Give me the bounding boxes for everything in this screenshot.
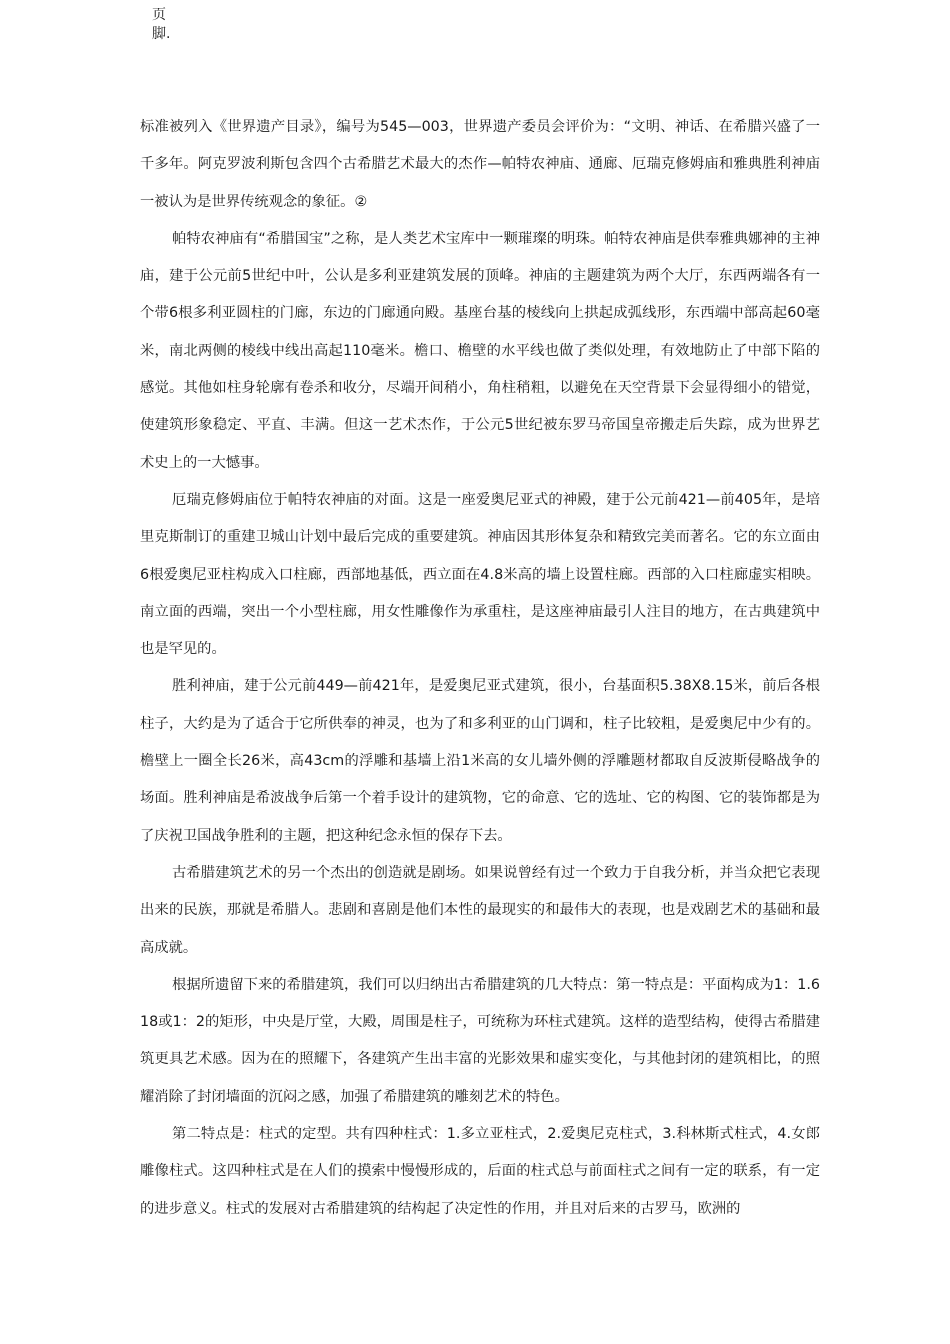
header-line-2: 脚. [152,26,171,42]
paragraph-3: 厄瑞克修姆庙位于帕特农神庙的对面。这是一座爱奥尼亚式的神殿，建于公元前421—前405年，是培里克斯制订的重建卫城山计划中最后完成的重要建筑。神庙因其形体复杂和精致完美而著名。它的东立面由6根爱奥尼亚柱构成入口柱廊，西部地基低，西立面在4.8米高的墙上设置柱廊。西部的入口柱廊虚实相映。南立面的西端，突出一个小型柱廊，用女性雕像作为承重柱，是这座神庙最引人注目的地方，在古典建筑中也是罕见的。 [140,491,820,658]
page-header [152,6,192,44]
header-line-1: 页 [152,7,166,23]
paragraph-2: 帕特农神庙有“希腊国宝”之称，是人类艺术宝库中一颗璀璨的明珠。帕特农神庙是供奉雅典娜神的主神庙，建于公元前5世纪中叶，公认是多利亚建筑发展的顶峰。神庙的主题建筑为两个大厅，东西两端各有一个带6根多利亚圆柱的门廊，东边的门廊通向殿。基座台基的棱线向上拱起成弧线形，东西端中部高起60毫米，南北两侧的棱线中线出高起110毫米。檐口、檐壁的水平线也做了类似处理，有效地防止了中部下陷的感觉。其他如柱身轮廓有卷杀和收分，尽端开间稍小，角柱稍粗，以避免在天空背景下会显得细小的错觉，使建筑形象稳定、平直、丰满。但这一艺术杰作，于公元5世纪被东罗马帝国皇帝搬走后失踪，成为世界艺术史上的一大憾事。 [140,230,820,471]
paragraph-7: 第二特点是：柱式的定型。共有四种柱式：1.多立亚柱式，2.爱奥尼克柱式，3.科林斯式柱式，4.女郎雕像柱式。这四种柱式是在人们的摸索中慢慢形成的，后面的柱式总与前面柱式之间有一定的联系，有一定的进步意义。柱式的发展对古希腊建筑的结构起了决定性的作用，并且对后来的古罗马，欧洲的 [140,1126,820,1217]
paragraph-5: 古希腊建筑艺术的另一个杰出的创造就是剧场。如果说曾经有过一个致力于自我分析，并当众把它表现出来的民族，那就是希腊人。悲剧和喜剧是他们本性的最现实的和最伟大的表现，也是戏剧艺术的基础和最高成就。 [140,864,820,956]
document-body [140,109,820,1228]
paragraph-1: 标准被列入《世界遗产目录》，编号为545—003，世界遗产委员会评价为：“文明、神话、在希腊兴盛了一千多年。阿克罗波利斯包含四个古希腊艺术最大的杰作—帕特农神庙、通廊、厄瑞克修姆庙和雅典胜利神庙一被认为是世界传统观念的象征。② [140,119,820,210]
paragraph-6: 根据所遗留下来的希腊建筑，我们可以归纳出古希腊建筑的几大特点：第一特点是：平面构成为1：1.618或1：2的矩形，中央是厅堂，大殿，周围是柱子，可统称为环柱式建筑。这样的造型结构，使得古希腊建筑更具艺术感。因为在的照耀下，各建筑产生出丰富的光影效果和虚实变化，与其他封闭的建筑相比，的照耀消除了封闭墙面的沉闷之感，加强了希腊建筑的雕刻艺术的特色。 [140,976,820,1105]
paragraph-4: 胜利神庙，建于公元前449—前421年，是爱奥尼亚式建筑，很小，台基面积5.38X8.15米，前后各根柱子，大约是为了适合于它所供奉的神灵，也为了和多利亚的山门调和，柱子比较粗，是爱奥尼中少有的。檐壁上一圈全长26米，高43cm的浮雕和基墙上沿1米高的女儿墙外侧的浮雕题材都取自反波斯侵略战争的场面。胜利神庙是希波战争后第一个着手设计的建筑物，它的命意、它的选址、它的构图、它的装饰都是为了庆祝卫国战争胜利的主题，把这种纪念永恒的保存下去。 [140,678,820,844]
